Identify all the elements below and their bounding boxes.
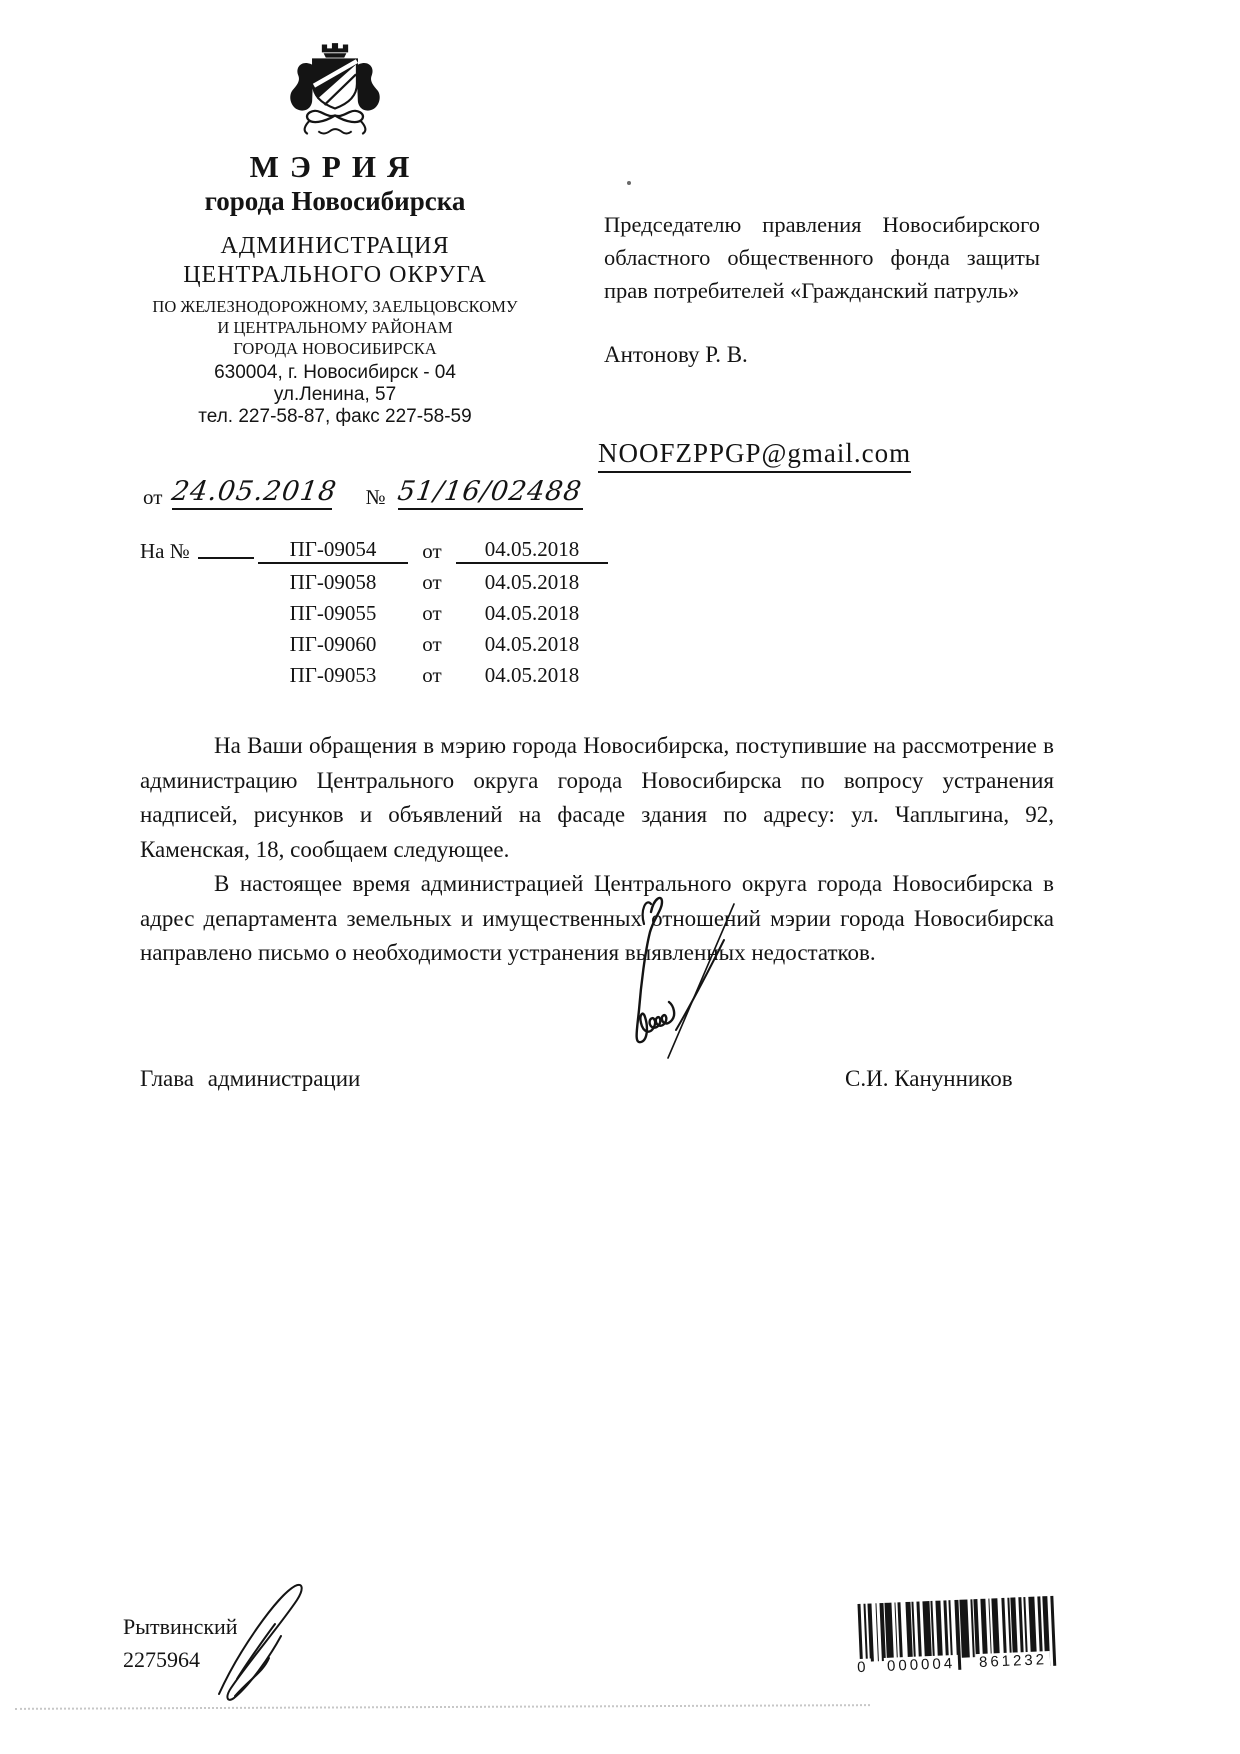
in-reply-label: На №: [140, 539, 190, 563]
districts-line2: И ЦЕНТРАЛЬНОМУ РАЙОНАМ: [217, 318, 453, 337]
registration-barcode: [856, 1595, 1074, 1677]
outgoing-date-handwritten: 24.05.2018: [170, 476, 340, 507]
reply-row: [140, 600, 608, 626]
letterhead: [115, 40, 555, 428]
org-title-line2: города Новосибирска: [204, 186, 466, 216]
scan-speck: [627, 181, 631, 185]
reply-date: 04.05.2018: [484, 570, 580, 594]
executor-name: Рытвинский: [123, 1614, 238, 1639]
reply-date: 04.05.2018: [484, 601, 580, 625]
in-reply-label-cell: [140, 538, 258, 564]
head-signature-icon: [548, 890, 758, 1060]
outgoing-from-label: от: [143, 485, 163, 509]
reply-ot-label: от: [422, 570, 442, 594]
reply-date: 04.05.2018: [456, 536, 608, 564]
blank-underline: [198, 543, 254, 559]
reply-date: 04.05.2018: [484, 663, 580, 687]
reply-ot-label: от: [422, 539, 442, 563]
reply-row: [140, 536, 608, 564]
recipient-name: Антонову Р. В.: [604, 342, 748, 367]
reply-number: ПГ-09055: [289, 601, 377, 625]
outgoing-number-handwritten: 51/16/02488: [396, 476, 585, 507]
org-title-line1: МЭРИЯ: [249, 149, 421, 184]
executor-paraph-icon: [205, 1576, 315, 1706]
street-address: ул.Ленина, 57: [273, 384, 397, 405]
reply-ot-label: от: [422, 601, 442, 625]
postal-address: 630004, г. Новосибирск - 04: [214, 362, 456, 383]
reply-row: [140, 569, 608, 595]
barcode-digits-right: 861232: [976, 1651, 1051, 1671]
districts-line3: ГОРОДА НОВОСИБИРСКА: [233, 339, 437, 358]
scan-artifact-line: [15, 1704, 870, 1710]
recipient-email: NOOFZPPGP@gmail.com: [598, 438, 911, 473]
in-reply-block: [140, 536, 608, 693]
novosibirsk-coat-of-arms-icon: [278, 40, 392, 141]
signer-name: С.И. Канунников: [845, 1066, 1013, 1091]
reply-date: 04.05.2018: [484, 632, 580, 656]
reply-ot-label: от: [422, 663, 442, 687]
reply-number: ПГ-09054: [258, 536, 408, 564]
barcode-digit-prefix: 0: [854, 1659, 872, 1677]
reply-row: [140, 631, 608, 657]
recipient-address: Председателю правления Новосибирского областного общественного фонда защиты прав потребителей «Гражданский патруль»: [604, 212, 1040, 303]
signer-position: Глава администрации: [140, 1066, 361, 1091]
outgoing-no-label: №: [365, 485, 386, 509]
body-paragraph-1: На Ваши обращения в мэрию города Новосибирска, поступившие на рассмотрение в администрацию Центрального округа города Новосибирска по вопросу устранения надписей, рисунков и объявлений на фасаде здания по адресу: ул. Чаплыгина, 92, Каменская, 18, сообщаем следующее.: [140, 733, 1054, 862]
outgoing-line: [143, 476, 583, 510]
reply-number: ПГ-09058: [289, 570, 377, 594]
executor-phone: 2275964: [123, 1647, 200, 1672]
reply-row: [140, 662, 608, 688]
reply-number: ПГ-09053: [289, 663, 377, 687]
districts-line1: ПО ЖЕЛЕЗНОДОРОЖНОМУ, ЗАЕЛЬЦОВСКОМУ: [152, 297, 518, 316]
phone-fax: тел. 227-58-87, факс 227-58-59: [198, 406, 472, 427]
reply-ot-label: от: [422, 632, 442, 656]
reply-number: ПГ-09060: [289, 632, 377, 656]
dept-line1: АДМИНИСТРАЦИЯ: [220, 233, 450, 259]
body-paragraph-2: В настоящее время администрацией Центрального округа города Новосибирска в адрес департамента земельных и имущественных отношений мэрии города Новосибирска направлено письмо о необходимости устранения выявленных недостатков.: [140, 871, 1054, 965]
barcode-digits-left: 000004: [884, 1655, 959, 1675]
dept-line2: ЦЕНТРАЛЬНОГО ОКРУГА: [183, 262, 487, 288]
